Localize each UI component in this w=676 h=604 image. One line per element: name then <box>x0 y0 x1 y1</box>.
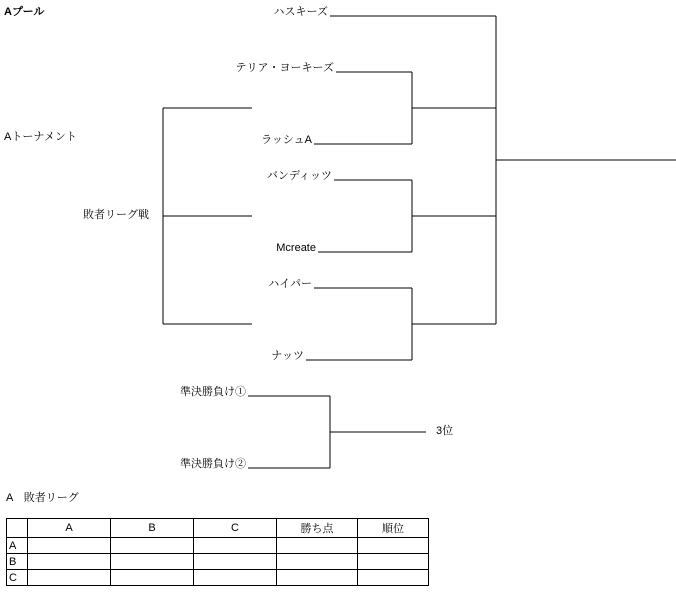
table-cell[interactable] <box>194 538 277 554</box>
table-header-points: 勝ち点 <box>277 519 358 538</box>
table-cell[interactable] <box>111 538 194 554</box>
semifinal-loser-2-label: 準決勝負け② <box>180 458 246 470</box>
label-tournament: Aトーナメント <box>4 131 77 143</box>
table-header-b: B <box>111 519 194 538</box>
table-cell-rank[interactable] <box>358 570 429 586</box>
table-header-blank <box>7 519 28 538</box>
table-cell[interactable] <box>28 538 111 554</box>
table-cell[interactable] <box>111 554 194 570</box>
losers-league-table <box>6 518 429 586</box>
table-row <box>7 538 429 554</box>
team-label-1: ハスキーズ <box>273 6 328 18</box>
table-cell-points[interactable] <box>277 554 358 570</box>
page-title: Aプール <box>4 6 45 18</box>
table-cell[interactable] <box>111 570 194 586</box>
team-label-5: Mcreate <box>276 242 316 254</box>
table-row <box>7 554 429 570</box>
third-place-label: 3位 <box>436 425 454 437</box>
team-label-2: テリア・ヨーキーズ <box>235 62 334 74</box>
team-label-4: バンディッツ <box>266 170 332 182</box>
table-cell-rank[interactable] <box>358 538 429 554</box>
table-header-rank: 順位 <box>358 519 429 538</box>
table-header-c: C <box>194 519 277 538</box>
table-row-label-c: C <box>7 570 28 586</box>
team-label-3: ラッシュA <box>261 134 312 146</box>
table-row-label-b: B <box>7 554 28 570</box>
table-cell-points[interactable] <box>277 570 358 586</box>
losers-league-table-title: A 敗者リーグ <box>6 492 79 504</box>
table-cell-points[interactable] <box>277 538 358 554</box>
table-row <box>7 570 429 586</box>
table-cell-rank[interactable] <box>358 554 429 570</box>
table-cell[interactable] <box>194 570 277 586</box>
table-header-a: A <box>28 519 111 538</box>
table-header-row <box>7 519 429 538</box>
semifinal-loser-1-label: 準決勝負け① <box>180 386 246 398</box>
team-label-7: ナッツ <box>271 350 304 362</box>
team-label-6: ハイパー <box>268 278 312 290</box>
table-cell[interactable] <box>28 570 111 586</box>
table-cell[interactable] <box>194 554 277 570</box>
table-row-label-a: A <box>7 538 28 554</box>
label-losers-league: 敗者リーグ戦 <box>83 209 149 221</box>
table-cell[interactable] <box>28 554 111 570</box>
